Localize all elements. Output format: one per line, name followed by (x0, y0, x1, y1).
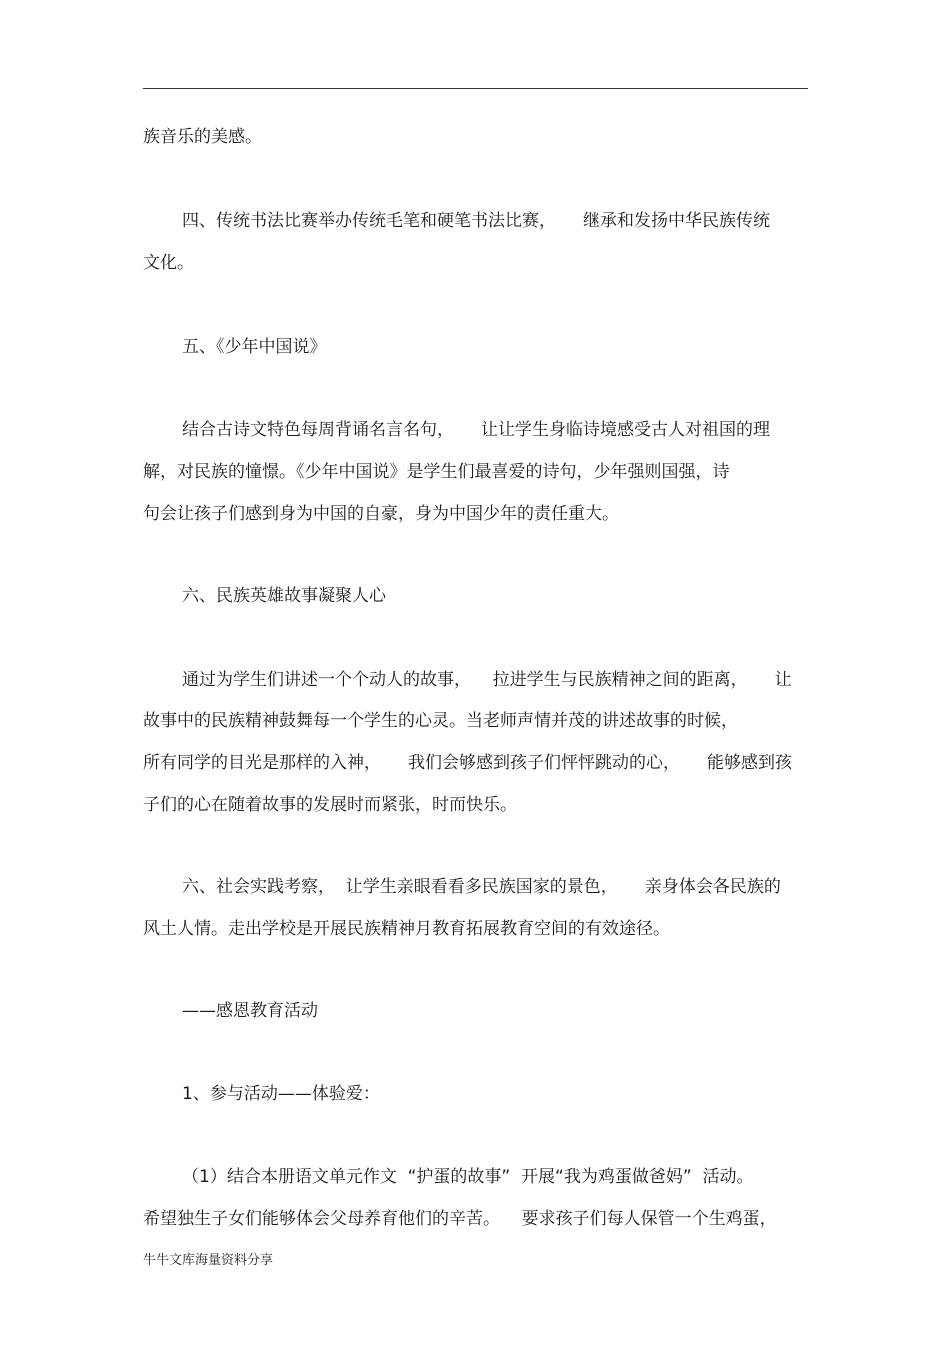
text-line: 故事中的民族精神鼓舞每一个学生的心灵。当老师声情并茂的讲述故事的时候， (143, 711, 738, 731)
section-heading: ——感恩教育活动 (182, 1001, 318, 1021)
section-heading: 五、《少年中国说》 (182, 337, 327, 357)
text-line: 解，对民族的憧憬。《少年中国说》是学生们最喜爱的诗句，少年强则国强，诗 (143, 462, 730, 482)
header-rule (143, 88, 808, 89)
text-line: 文化。 (143, 253, 194, 273)
section-heading: 四、传统书法比赛举办传统毛笔和硬笔书法比赛， 继承和发扬中华民族传统 (182, 211, 771, 231)
section-heading: 1、参与活动——体验爱： (182, 1084, 380, 1104)
text-line: 结合古诗文特色每周背诵名言名句， 让让学生身临诗境感受古人对祖国的理 (182, 420, 771, 440)
section-heading: 六、社会实践考察， 让学生亲眼看看多民族国家的景色， 亲身体会各民族的 (182, 877, 781, 897)
text-line: （1）结合本册语文单元作文 “护蛋的故事” 开展“我为鸡蛋做爸妈” 活动。 (182, 1167, 754, 1187)
text-line: 风土人情。走出学校是开展民族精神月教育拓展教育空间的有效途径。 (143, 919, 670, 939)
text-line: 族音乐的美感。 (143, 127, 262, 147)
text-line: 子们的心在随着故事的发展时而紧张，时而快乐。 (143, 795, 517, 815)
section-heading: 六、民族英雄故事凝聚人心 (182, 586, 386, 606)
text-line: 句会让孩子们感到身为中国的自豪，身为中国少年的责任重大。 (143, 504, 619, 524)
text-line: 所有同学的目光是那样的入神， 我们会够感到孩子们怦怦跳动的心， 能够感到孩 (143, 753, 793, 773)
text-line: 通过为学生们讲述一个个动人的故事， 拉进学生与民族精神之间的距离， 让 (182, 670, 792, 690)
footer-text: 牛牛文库海量资料分享 (143, 1253, 274, 1268)
text-line: 希望独生子女们能够体会父母养育他们的辛苦。 要求孩子们每人保管一个生鸡蛋， (143, 1209, 777, 1229)
